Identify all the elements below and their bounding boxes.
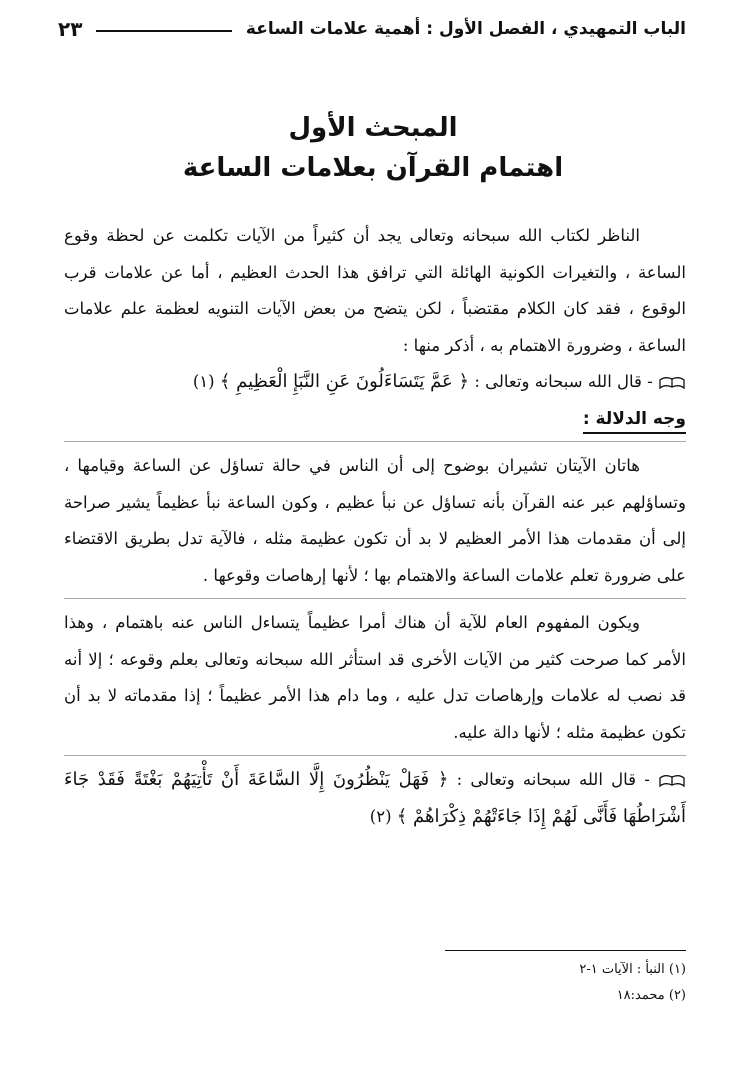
footnote-1: (١) النبأ : الآيات ١-٢: [579, 962, 686, 977]
verse-2-ref: (٢): [369, 806, 392, 826]
book-icon: [658, 376, 686, 390]
verse-1-intro: - قال الله سبحانه وتعالى :: [474, 372, 653, 391]
footnotes: [445, 950, 686, 1009]
verse-1-ref: (١): [192, 372, 215, 391]
verse-2-intro: - قال الله سبحانه وتعالى :: [456, 770, 650, 789]
section-titles: [0, 108, 746, 188]
section-subtitle: اهتمام القرآن بعلامات الساعة: [182, 153, 564, 183]
paragraph-3: ويكون المفهوم العام للآية أن هناك أمرا عظيماً يتساءل الناس عنه باهتمام ، وهذا الأمر كما صرحت كثير من الآيات الأخرى قد استأثر الله سبحانه وتعالى بعلم وقوعه ؛ إلا أنه قد نصب له علامات وإرهاصات تدل عليه ، وما دام هذا الأمر عظيماً ؛ إذا مقدماته لا بد أن تكون عظيمة مثله ؛ لأنها دالة عليه.: [64, 613, 686, 742]
verse-1-text: ﴿ عَمَّ يَتَسَاءَلُونَ عَنِ النَّبَإِ الْعَظِيمِ ﴾: [219, 371, 470, 392]
verse-2-text: ﴿ فَهَلْ يَنْظُرُونَ إِلَّا السَّاعَةَ أَنْ تَأْتِيَهُمْ بَغْتَةً فَقَدْ جَاءَ أَشْرَاطُهَا فَأَنَّى لَهُمْ إِذَا جَاءَتْهُمْ ذِكْرَاهُمْ ﴾: [64, 769, 686, 827]
page-number: ٢٣: [58, 17, 83, 41]
paragraph-2: هاتان الآيتان تشيران بوضوح إلى أن الناس في حالة تساؤل عن الساعة وقيامها ، وتساؤلهم عبر عنه القرآن بأنه تساؤل عن نبأ عظيم ، وكون الساعة نبأ عظيماً يشير صراحة إلى أن مقدمات هذا الأمر العظيم لا بد أن تكون عظيمة مثله ، فالآية تدل بطريق الاقتضاء على ضرورة تعلم علامات الساعة والاهتمام بها ؛ لأنها إرهاصات وقوعها .: [64, 456, 686, 585]
separator: [64, 441, 686, 442]
verse-2-line: [64, 762, 686, 835]
header-rule: [96, 30, 231, 32]
book-icon: [658, 774, 686, 788]
running-header: [58, 14, 686, 44]
separator: [64, 755, 686, 756]
section-title: المبحث الأول: [288, 113, 458, 143]
header-title: الباب التمهيدي ، الفصل الأول : أهمية علامات الساعة: [245, 19, 686, 39]
intro-paragraph: الناظر لكتاب الله سبحانه وتعالى يجد أن كثيراً من الآيات تكلمت عن لحظة وقوع الساعة ، والتغيرات الكونية الهائلة التي ترافق هذا الحدث العظيم ، أما عن علامات قرب الوقوع ، فقد كان الكلام مقتضباً ، لكن يتضح من بعض الآيات التنويه لعظمة علم علامات الساعة ، وضرورة الاهتمام به ، أذكر منها :: [64, 226, 687, 355]
heading-text: وجه الدلالة :: [583, 409, 686, 434]
verse-1-line: [64, 364, 686, 401]
body-text: [64, 218, 686, 835]
section-heading: [64, 401, 686, 438]
separator: [64, 598, 686, 599]
footnote-2: (٢) محمد:١٨: [616, 988, 686, 1003]
